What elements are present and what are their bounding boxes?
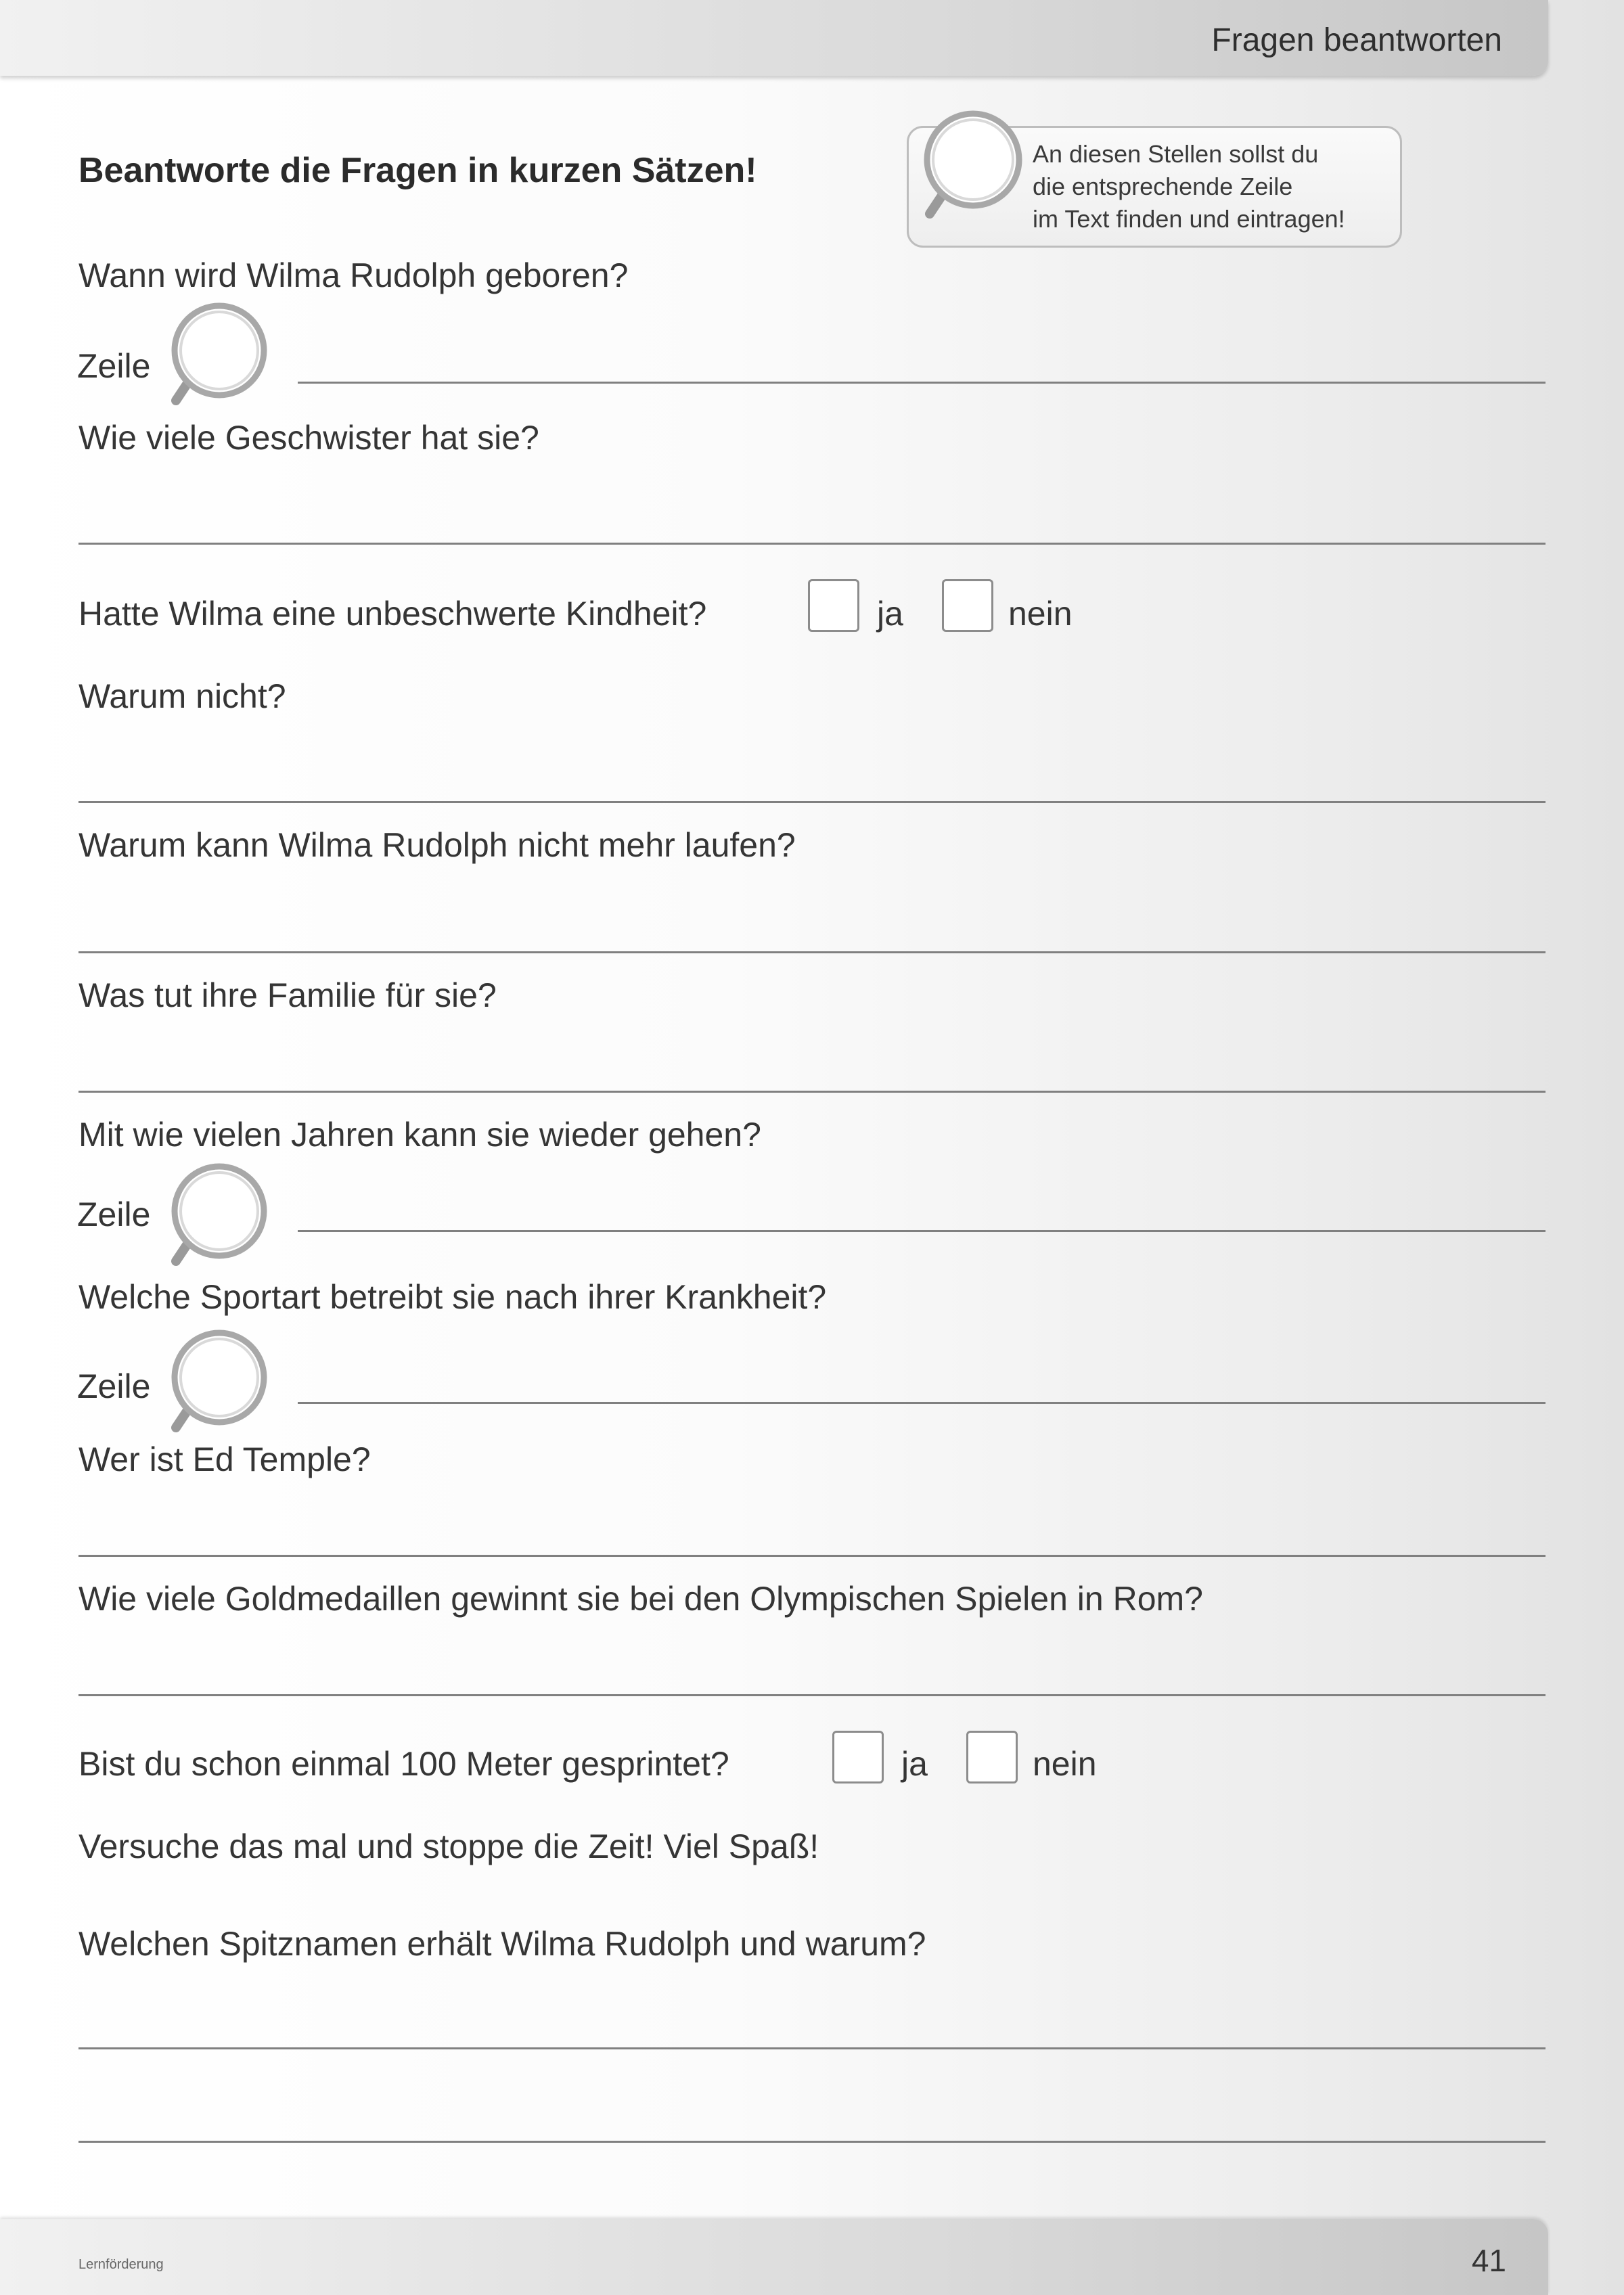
footer-publisher: Lernförderung: [78, 2257, 164, 2272]
magnifier-icon: [161, 298, 283, 419]
checkbox-no[interactable]: [942, 579, 993, 632]
answer-line[interactable]: [298, 382, 1546, 384]
magnifier-icon: [915, 106, 1037, 234]
question-ed-temple: Wer ist Ed Temple?: [78, 1440, 371, 1478]
answer-line[interactable]: [78, 1694, 1546, 1696]
header-bar: [0, 0, 1548, 76]
zeile-label: Zeile: [77, 1367, 151, 1405]
magnifier-icon: [161, 1158, 283, 1280]
answer-line[interactable]: [78, 543, 1546, 545]
magnifier-icon: [161, 1325, 283, 1447]
answer-line[interactable]: [78, 801, 1546, 803]
answer-line[interactable]: [78, 951, 1546, 953]
question-siblings: Wie viele Geschwister hat sie?: [78, 419, 539, 457]
checkbox-yes[interactable]: [832, 1731, 884, 1783]
choice-yes-label: ja: [877, 595, 903, 633]
question-sport: Welche Sportart betreibt sie nach ihrer Krankheit?: [78, 1278, 827, 1316]
question-birth: Wann wird Wilma Rudolph geboren?: [78, 256, 629, 294]
header-title: Fragen beantworten: [1211, 22, 1502, 58]
answer-line[interactable]: [298, 1230, 1546, 1232]
question-cannot-walk: Warum kann Wilma Rudolph nicht mehr laufen?: [78, 826, 796, 864]
checkbox-yes[interactable]: [808, 579, 859, 632]
question-childhood: Hatte Wilma eine unbeschwerte Kindheit?: [78, 595, 707, 633]
question-family: Was tut ihre Familie für sie?: [78, 976, 497, 1014]
choice-yes-label: ja: [901, 1745, 928, 1783]
zeile-label: Zeile: [77, 347, 151, 385]
question-walk-again: Mit wie vielen Jahren kann sie wieder gehen?: [78, 1116, 761, 1154]
question-why-not: Warum nicht?: [78, 677, 286, 715]
answer-line[interactable]: [298, 1402, 1546, 1404]
answer-line[interactable]: [78, 1555, 1546, 1557]
question-nickname: Welchen Spitznamen erhält Wilma Rudolph und warum?: [78, 1925, 926, 1963]
page-number: 41: [1471, 2243, 1506, 2278]
zeile-label: Zeile: [77, 1196, 151, 1233]
answer-line[interactable]: [78, 1091, 1546, 1093]
choice-no-label: nein: [1033, 1745, 1097, 1783]
footer-bar: [0, 2219, 1548, 2295]
checkbox-no[interactable]: [966, 1731, 1018, 1783]
hint-text: An diesen Stellen sollst du die entsprechende Zeile im Text finden und eintragen!: [1033, 140, 1345, 233]
instruction-try-sprint: Versuche das mal und stoppe die Zeit! Viel Spaß!: [78, 1827, 819, 1865]
choice-no-label: nein: [1008, 595, 1073, 633]
instruction-heading: Beantworte die Fragen in kurzen Sätzen!: [78, 151, 757, 190]
question-sprint: Bist du schon einmal 100 Meter gesprintet?: [78, 1745, 729, 1783]
answer-line[interactable]: [78, 2047, 1546, 2049]
answer-line[interactable]: [78, 2141, 1546, 2143]
question-gold-medals: Wie viele Goldmedaillen gewinnt sie bei den Olympischen Spielen in Rom?: [78, 1580, 1203, 1618]
